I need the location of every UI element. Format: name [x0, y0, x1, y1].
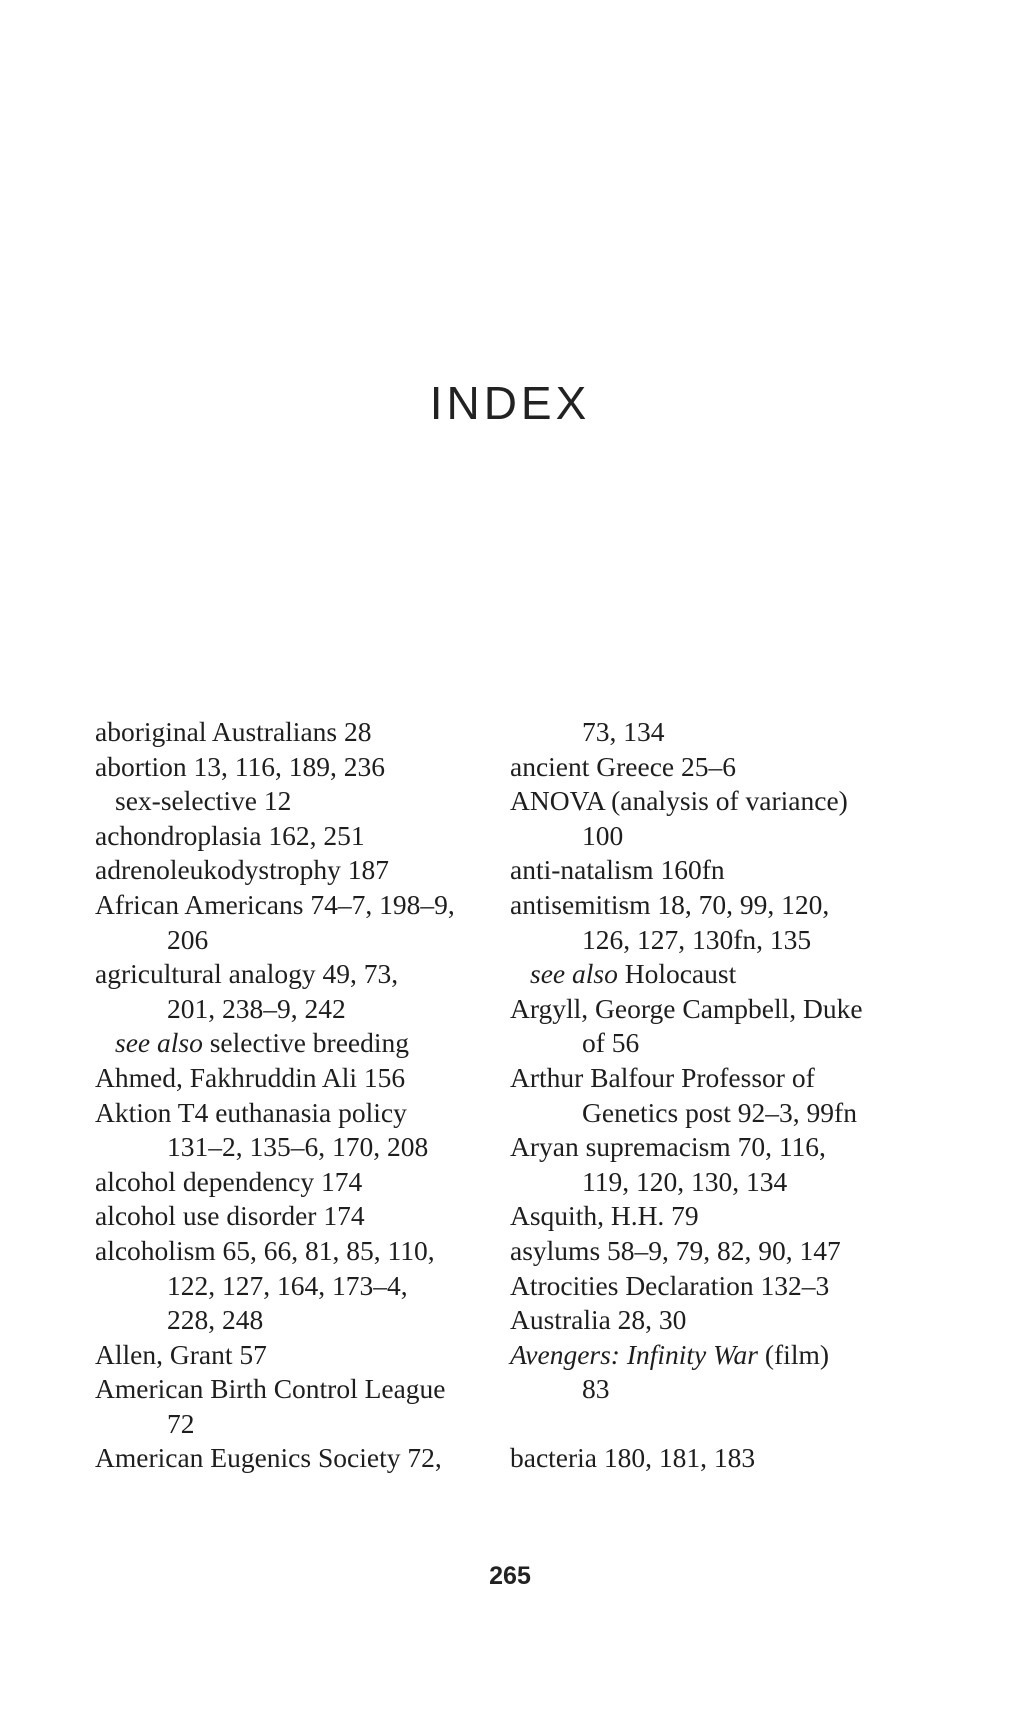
index-cross-reference — [510, 957, 940, 992]
index-entry: Asquith, H.H. 79 — [510, 1200, 699, 1232]
index-column-right — [510, 715, 940, 1476]
index-entry: asylums 58–9, 79, 82, 90, 147 — [510, 1234, 841, 1266]
index-entry: aboriginal Australians 28 — [95, 716, 372, 747]
index-cross-reference — [95, 1026, 525, 1061]
index-entry: Australia 28, 30 — [510, 1304, 687, 1336]
index-entry: Allen, Grant 57 — [95, 1338, 267, 1370]
index-entry: Argyll, George Campbell, Duke — [510, 992, 863, 1024]
index-entry: alcohol use disorder 174 — [95, 1200, 365, 1232]
index-subentry: sex-selective 12 — [115, 785, 292, 817]
index-entry-continuation: 122, 127, 164, 173–4, — [167, 1269, 408, 1301]
index-entry-continuation: Genetics post 92–3, 99fn — [582, 1096, 857, 1128]
index-entry-continuation: 201, 238–9, 242 — [167, 992, 346, 1024]
index-entry: American Eugenics Society 72, — [95, 1442, 442, 1474]
cross-reference-target: Holocaust — [617, 958, 737, 990]
index-entry: Aryan supremacism 70, 116, — [510, 1131, 826, 1163]
index-entry: antisemitism 18, 70, 99, 120, — [510, 888, 830, 920]
index-entry: ancient Greece 25–6 — [510, 750, 736, 782]
page-title: INDEX — [429, 377, 591, 429]
index-entry: American Birth Control League — [95, 1373, 446, 1405]
index-entry: abortion 13, 116, 189, 236 — [95, 750, 385, 782]
index-entry-continuation: 72 — [167, 1407, 195, 1439]
index-entry: alcohol dependency 174 — [95, 1165, 363, 1197]
index-entry: agricultural analogy 49, 73, — [95, 958, 399, 990]
index-entry: bacteria 180, 181, 183 — [510, 1442, 756, 1474]
see-also-label: see also — [530, 958, 618, 990]
see-also-label: see also — [115, 1027, 203, 1059]
index-entry-continuation: 126, 127, 130fn, 135 — [582, 923, 812, 955]
index-entry-continuation: 83 — [582, 1373, 610, 1405]
index-entry-continuation: 119, 120, 130, 134 — [582, 1165, 788, 1197]
index-entry: adrenoleukodystrophy 187 — [95, 854, 390, 886]
index-entry: African Americans 74–7, 198–9, — [95, 888, 455, 920]
index-column-left — [95, 715, 525, 1476]
index-entry: anti-natalism 160fn — [510, 854, 725, 886]
index-entry: alcoholism 65, 66, 81, 85, 110, — [95, 1234, 435, 1266]
index-entry-continuation: 100 — [582, 819, 624, 851]
index-entry: Aktion T4 euthanasia policy — [95, 1096, 407, 1128]
index-entry: ANOVA (analysis of variance) — [510, 785, 848, 817]
index-entry — [510, 1338, 940, 1373]
index-entry-continuation: of 56 — [582, 1027, 640, 1059]
film-title: Avengers: Infinity War — [510, 1338, 758, 1370]
index-entry-continuation: 228, 248 — [167, 1304, 264, 1336]
index-entry: Arthur Balfour Professor of — [510, 1061, 815, 1093]
index-entry-continuation: 131–2, 135–6, 170, 208 — [167, 1131, 429, 1163]
index-entry: achondroplasia 162, 251 — [95, 819, 365, 851]
index-entry-continuation: 206 — [167, 923, 209, 955]
index-entry: Ahmed, Fakhruddin Ali 156 — [95, 1061, 406, 1093]
index-entry: Atrocities Declaration 132–3 — [510, 1269, 830, 1301]
page-number: 265 — [489, 1562, 531, 1590]
index-entry-continuation: 73, 134 — [582, 716, 665, 747]
letter-group-gap — [510, 1407, 940, 1442]
film-qualifier: (film) — [757, 1338, 830, 1370]
cross-reference-target: selective breeding — [202, 1027, 409, 1059]
